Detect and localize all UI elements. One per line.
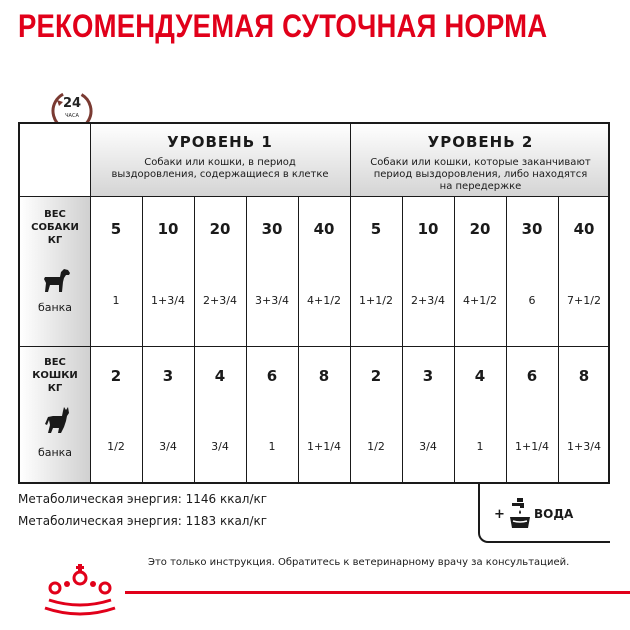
dog-weight-cell: 10 [157,220,179,238]
dog-weight-cell: 20 [209,220,231,238]
dog-amount-cell: 1+1/2 [359,294,393,307]
cat-amount-cell: 1+1/4 [515,440,549,453]
dog-amount-cell: 4+1/2 [463,294,497,307]
energy-line-2: Метаболическая энергия: 1183 ккал/кг [18,514,268,528]
feeding-table [18,122,610,484]
dog-amount-cell: 6 [528,294,536,307]
label-line: КГ [47,235,63,246]
level-divider [350,124,351,484]
clock-unit: ЧАСА [65,113,79,119]
header-divider [20,196,610,197]
royal-canin-crown-logo [35,560,125,618]
level-2-desc-line: Собаки или кошки, которые заканчивают [370,157,591,168]
dog-icon [40,266,72,296]
dog-amount-cell: 2+3/4 [411,294,445,307]
water-bowl-icon [508,497,532,531]
dog-weight-cell: 5 [110,220,122,238]
water-plus: + [494,507,505,522]
label-line: КГ [47,383,63,394]
brand-line [125,591,630,594]
dog-unit-label: банка [37,301,73,314]
cat-amount-cell: 1/2 [367,440,385,453]
cat-weight-cell: 4 [214,367,226,385]
level-1-description [90,157,350,181]
label-line: ВЕС [44,357,66,368]
cat-weight-cell: 2 [370,367,382,385]
cat-weight-label [20,356,90,395]
cat-amount-cell: 1+1/4 [307,440,341,453]
level-2-header [351,124,610,196]
cat-amount-cell: 1+3/4 [567,440,601,453]
cat-amount-cell: 3/4 [419,440,437,453]
cat-amount-cell: 1 [476,440,484,453]
column-divider [506,196,507,484]
dog-amount-cell: 2+3/4 [203,294,237,307]
cat-weight-cell: 2 [110,367,122,385]
dog-weight-cell: 40 [313,220,335,238]
label-line: СОБАКИ [31,222,79,233]
level-2-description [351,157,610,193]
cat-weight-cell: 3 [422,367,434,385]
column-divider [246,196,247,484]
column-divider [558,196,559,484]
disclaimer: Это только инструкция. Обратитесь к ветеринарному врачу за консультацией. [148,557,570,568]
dog-weight-cell: 40 [573,220,595,238]
column-divider [298,196,299,484]
cat-amount-cell: 1/2 [107,440,125,453]
level-2-desc-line: период выздоровления, либо находятся [373,169,588,180]
water-badge [478,483,610,543]
dog-weight-cell: 10 [417,220,439,238]
level-2-title: УРОВЕНЬ 2 [427,133,534,151]
cat-weight-cell: 8 [318,367,330,385]
cat-unit-label: банка [37,446,73,459]
energy-line-1: Метаболическая энергия: 1146 ккал/кг [18,492,268,506]
level-2-desc-line: на передержке [439,181,522,192]
dog-weight-cell: 5 [370,220,382,238]
dog-amount-cell: 3+3/4 [255,294,289,307]
cat-amount-cell: 3/4 [159,440,177,453]
level-1-title: УРОВЕНЬ 1 [167,133,273,151]
page-title: РЕКОМЕНДУЕМАЯ СУТОЧНАЯ НОРМА [18,8,548,44]
dog-amount-cell: 1+3/4 [151,294,185,307]
label-line: ВЕС [44,209,66,220]
cat-weight-cell: 4 [474,367,486,385]
column-divider [194,196,195,484]
cat-icon [44,405,70,435]
cat-amount-cell: 3/4 [211,440,229,453]
dog-weight-label [20,208,90,247]
level-1-header [90,124,350,196]
dog-amount-cell: 7+1/2 [567,294,601,307]
dog-weight-cell: 30 [521,220,543,238]
cat-weight-cell: 6 [526,367,538,385]
column-divider [142,196,143,484]
label-column-divider [90,124,91,484]
label-line: КОШКИ [32,370,78,381]
dog-amount-cell: 4+1/2 [307,294,341,307]
level-1-desc-line: Собаки или кошки, в период [144,157,296,168]
clock-number: 24 [62,96,82,111]
water-label: ВОДА [534,507,574,521]
species-divider [20,346,610,347]
cat-amount-cell: 1 [268,440,276,453]
dog-amount-cell: 1 [112,294,120,307]
cat-weight-cell: 8 [578,367,590,385]
level-1-desc-line: выздоровления, содержащиеся в клетке [111,169,329,180]
cat-weight-cell: 3 [162,367,174,385]
dog-weight-cell: 20 [469,220,491,238]
column-divider [454,196,455,484]
cat-weight-cell: 6 [266,367,278,385]
column-divider [402,196,403,484]
dog-weight-cell: 30 [261,220,283,238]
